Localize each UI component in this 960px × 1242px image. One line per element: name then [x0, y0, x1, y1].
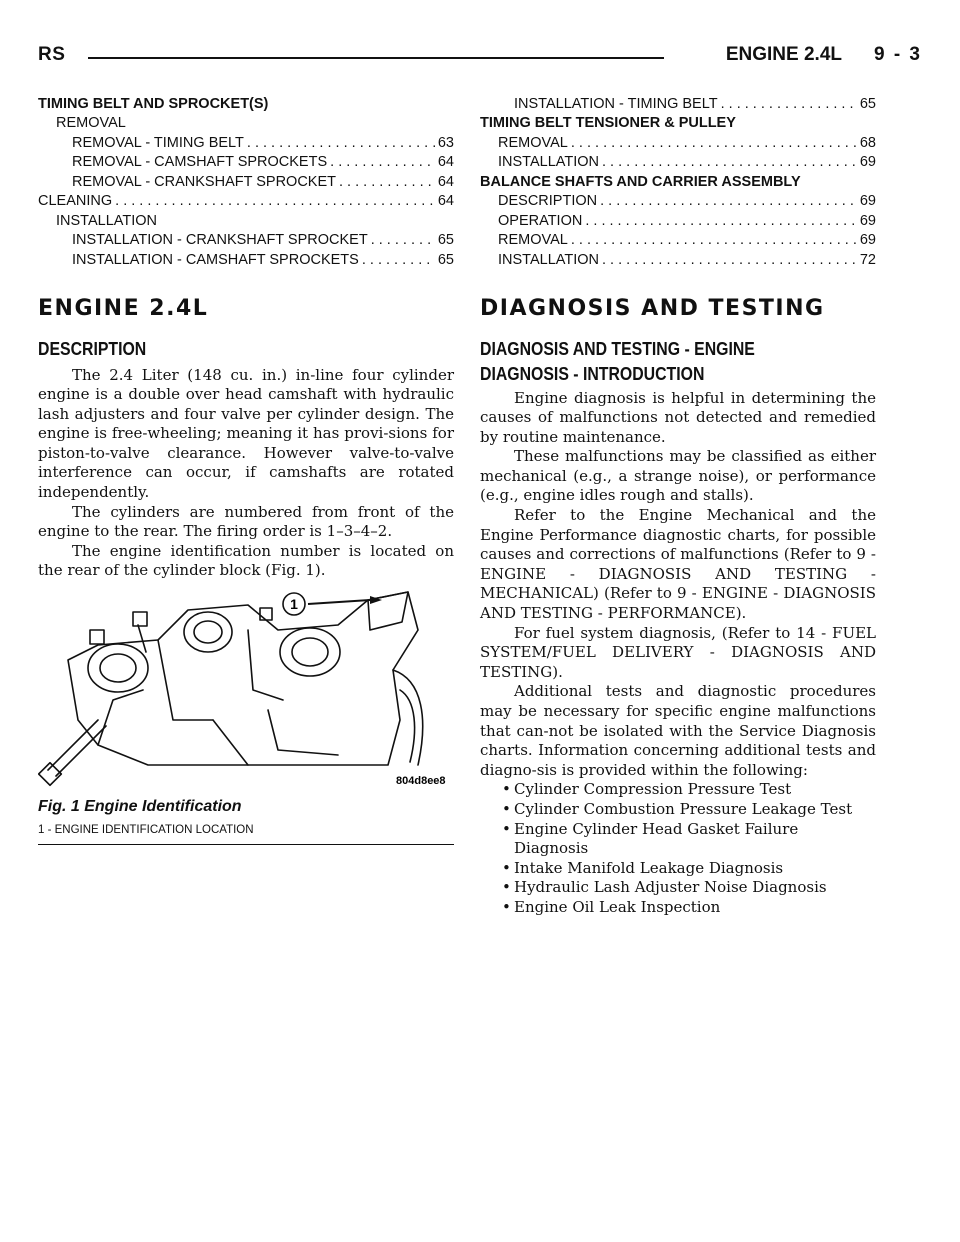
paragraph: Refer to the Engine Mechanical and the Engine Performance diagnostic charts, for possible causes and corrections of malfunctions (Refer to 9 - ENGINE - DIAGNOSIS AND TESTING - MECHANICAL) (Refer to 9 - ENGINE - DIAGNOSIS AND TESTING - PERFORMANCE).: [480, 506, 876, 623]
section-heading: DESCRIPTION: [38, 338, 147, 359]
list-item: • Engine Cylinder Head Gasket Failure Diagnosis: [480, 820, 876, 859]
section-heading: DIAGNOSIS AND TESTING - ENGINE: [480, 338, 755, 359]
callout-arrow: [283, 593, 382, 615]
page-number: 9 - 3: [873, 44, 922, 65]
toc-entry[interactable]: REMOVAL - CRANKSHAFT SPROCKET . . . 64: [38, 170, 454, 190]
figure-rule: [38, 844, 454, 845]
list-item: • Cylinder Compression Pressure Test: [480, 780, 876, 800]
paragraph: These malfunctions may be classified as either mechanical (e.g., a strange noise), or performance (e.g., engine idles rough and stalls).: [480, 447, 876, 505]
toc-entry[interactable]: REMOVAL: [56, 115, 126, 131]
paragraph: For fuel system diagnosis, (Refer to 14 - FUEL SYSTEM/FUEL DELIVERY - DIAGNOSIS AND TESTING).: [480, 623, 876, 681]
toc-entry[interactable]: REMOVAL . . . 68: [480, 131, 876, 151]
figure-engine-identification: [38, 570, 454, 850]
toc-entry[interactable]: REMOVAL - TIMING BELT . . . 63: [38, 131, 454, 151]
chapter-title: DIAGNOSIS AND TESTING: [480, 295, 825, 321]
toc-entry[interactable]: INSTALLATION - TIMING BELT . . . 65: [480, 92, 876, 112]
right-column: [480, 92, 876, 918]
paragraph: The cylinders are numbered from front of the engine to the rear. The firing order is 1–3–4–2.: [38, 502, 454, 541]
figure-caption: Fig. 1 Engine Identification: [38, 798, 242, 815]
toc-entry[interactable]: BALANCE SHAFTS AND CARRIER ASSEMBLY: [480, 173, 801, 190]
left-column: [38, 92, 454, 581]
engine-block-illustration: [38, 570, 454, 790]
section-title: ENGINE 2.4L: [725, 44, 842, 65]
figure-code: 804d8ee8: [396, 775, 446, 787]
diagnosis-section: [480, 296, 876, 918]
toc-entry[interactable]: REMOVAL . . . 69: [480, 229, 876, 249]
bullet-list: [480, 780, 876, 917]
toc-entry[interactable]: TIMING BELT AND SPROCKET(S): [38, 95, 269, 112]
list-item: • Hydraulic Lash Adjuster Noise Diagnosis: [480, 878, 876, 898]
paragraph: Engine diagnosis is helpful in determining the causes of malfunctions not detected and remedied by routine maintenance.: [480, 388, 876, 446]
header-rule: [88, 57, 664, 59]
paragraph: The 2.4 Liter (148 cu. in.) in-line four cylinder engine is a double over head camshaft with hydraulic lash adjusters and four valve per cylinder design. The engine is free-wheeling; meaning it has provi-sions for piston-to-valve clearance. However valve-to-valve interference can occur, if camshafts are rotated independently.: [38, 365, 454, 502]
paragraph: Additional tests and diagnostic procedures may be necessary for specific engine malfunctions that can-not be isolated with the Service Diagnosis charts. Information concerning additional tests and diagno-sis is provided within the following:: [480, 682, 876, 779]
toc-entry[interactable]: DESCRIPTION . . . 69: [480, 190, 876, 210]
section-heading: DIAGNOSIS - INTRODUCTION: [480, 363, 705, 384]
toc-entry[interactable]: TIMING BELT TENSIONER & PULLEY: [480, 115, 736, 131]
callout-number: 1: [290, 596, 298, 612]
list-item: • Cylinder Combustion Pressure Leakage Test: [480, 800, 876, 820]
toc-entry[interactable]: INSTALLATION . . . 69: [480, 151, 876, 171]
toc-right: [480, 92, 876, 268]
chapter-title: ENGINE 2.4L: [38, 295, 209, 321]
list-item: • Engine Oil Leak Inspection: [480, 898, 876, 918]
toc-entry[interactable]: INSTALLATION - CRANKSHAFT SPROCKET . . . 65: [38, 229, 454, 249]
manual-code: RS: [38, 44, 66, 65]
description-section: [38, 296, 454, 582]
toc-entry[interactable]: OPERATION . . . 69: [480, 209, 876, 229]
toc-entry[interactable]: INSTALLATION - CAMSHAFT SPROCKETS . . . 65: [38, 248, 454, 268]
paragraph: The engine identification number is located on the rear of the cylinder block (Fig. 1).: [38, 541, 454, 580]
toc-entry[interactable]: INSTALLATION: [56, 212, 157, 229]
figure-legend: 1 - ENGINE IDENTIFICATION LOCATION: [38, 824, 254, 836]
toc-entry[interactable]: CLEANING . . . 64: [38, 190, 454, 210]
list-item: • Intake Manifold Leakage Diagnosis: [480, 859, 876, 879]
toc-left: [38, 92, 454, 268]
page-header: [38, 44, 922, 76]
toc-entry[interactable]: REMOVAL - CAMSHAFT SPROCKETS . . . 64: [38, 151, 454, 171]
toc-entry[interactable]: INSTALLATION . . . 72: [480, 248, 876, 268]
